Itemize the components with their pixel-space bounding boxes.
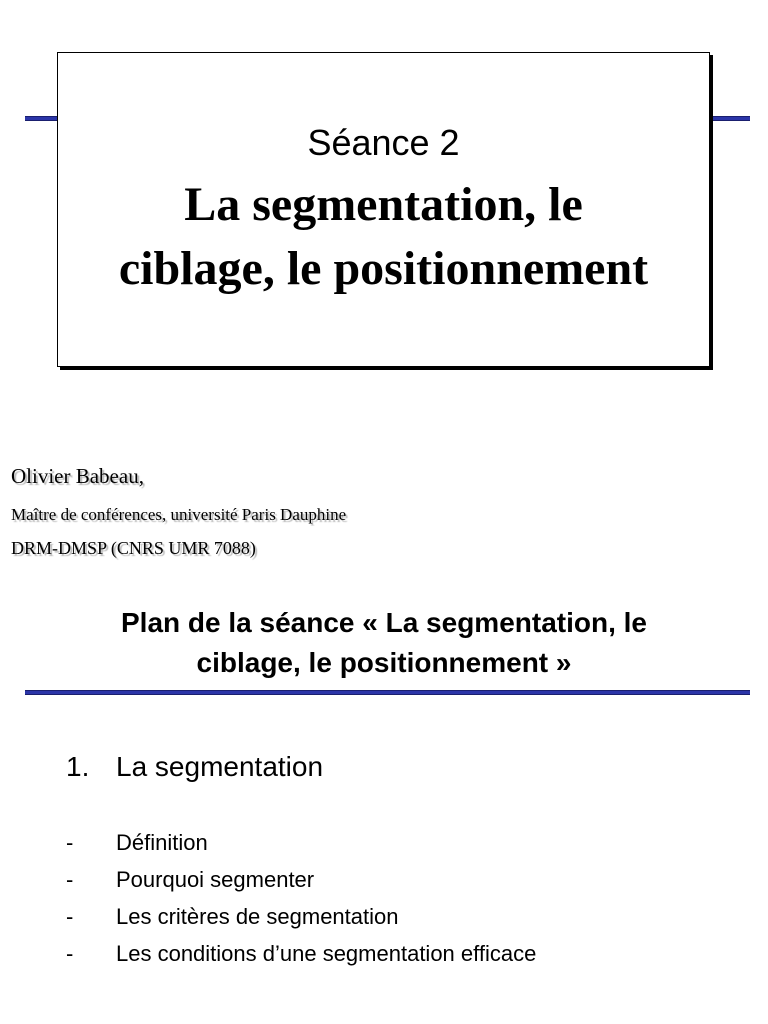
section-number: 1. (66, 751, 90, 782)
section-heading (66, 749, 323, 785)
plan-divider-bar (25, 690, 750, 695)
list-item-marker: - (66, 867, 74, 892)
list-item (66, 863, 536, 900)
title-box (57, 52, 710, 367)
author-lab: DRM-DMSP (CNRS UMR 7088) (11, 538, 256, 558)
main-title-line-2: ciblage, le positionnement (118, 242, 649, 295)
accent-bar-left (25, 116, 61, 121)
list-item-label: Définition (116, 830, 208, 855)
list-item-label: Les critères de segmentation (116, 904, 399, 929)
list-item (66, 826, 536, 863)
plan-title-line-2: ciblage, le positionnement » (196, 647, 572, 678)
list-item (66, 900, 536, 937)
list-item-marker: - (66, 941, 74, 966)
list-item-label: Pourquoi segmenter (116, 867, 315, 892)
list-item-marker: - (66, 904, 74, 929)
session-label: Séance 2 (307, 122, 460, 163)
author-block (11, 462, 346, 560)
author-role: Maître de conférences, université Paris Dauphine (11, 505, 347, 524)
main-title (58, 173, 709, 301)
section-label: La segmentation (116, 751, 324, 782)
plan-title-line-1: Plan de la séance « La segmentation, le (121, 607, 647, 638)
list-item-marker: - (66, 830, 74, 855)
plan-item-list (66, 826, 536, 974)
plan-title (30, 603, 738, 683)
list-item-label: Les conditions d’une segmentation efficace (116, 941, 537, 966)
main-title-line-1: La segmentation, le (184, 178, 583, 231)
author-name: Olivier Babeau, (11, 464, 144, 488)
accent-bar-right (710, 116, 750, 121)
list-item (66, 937, 536, 974)
